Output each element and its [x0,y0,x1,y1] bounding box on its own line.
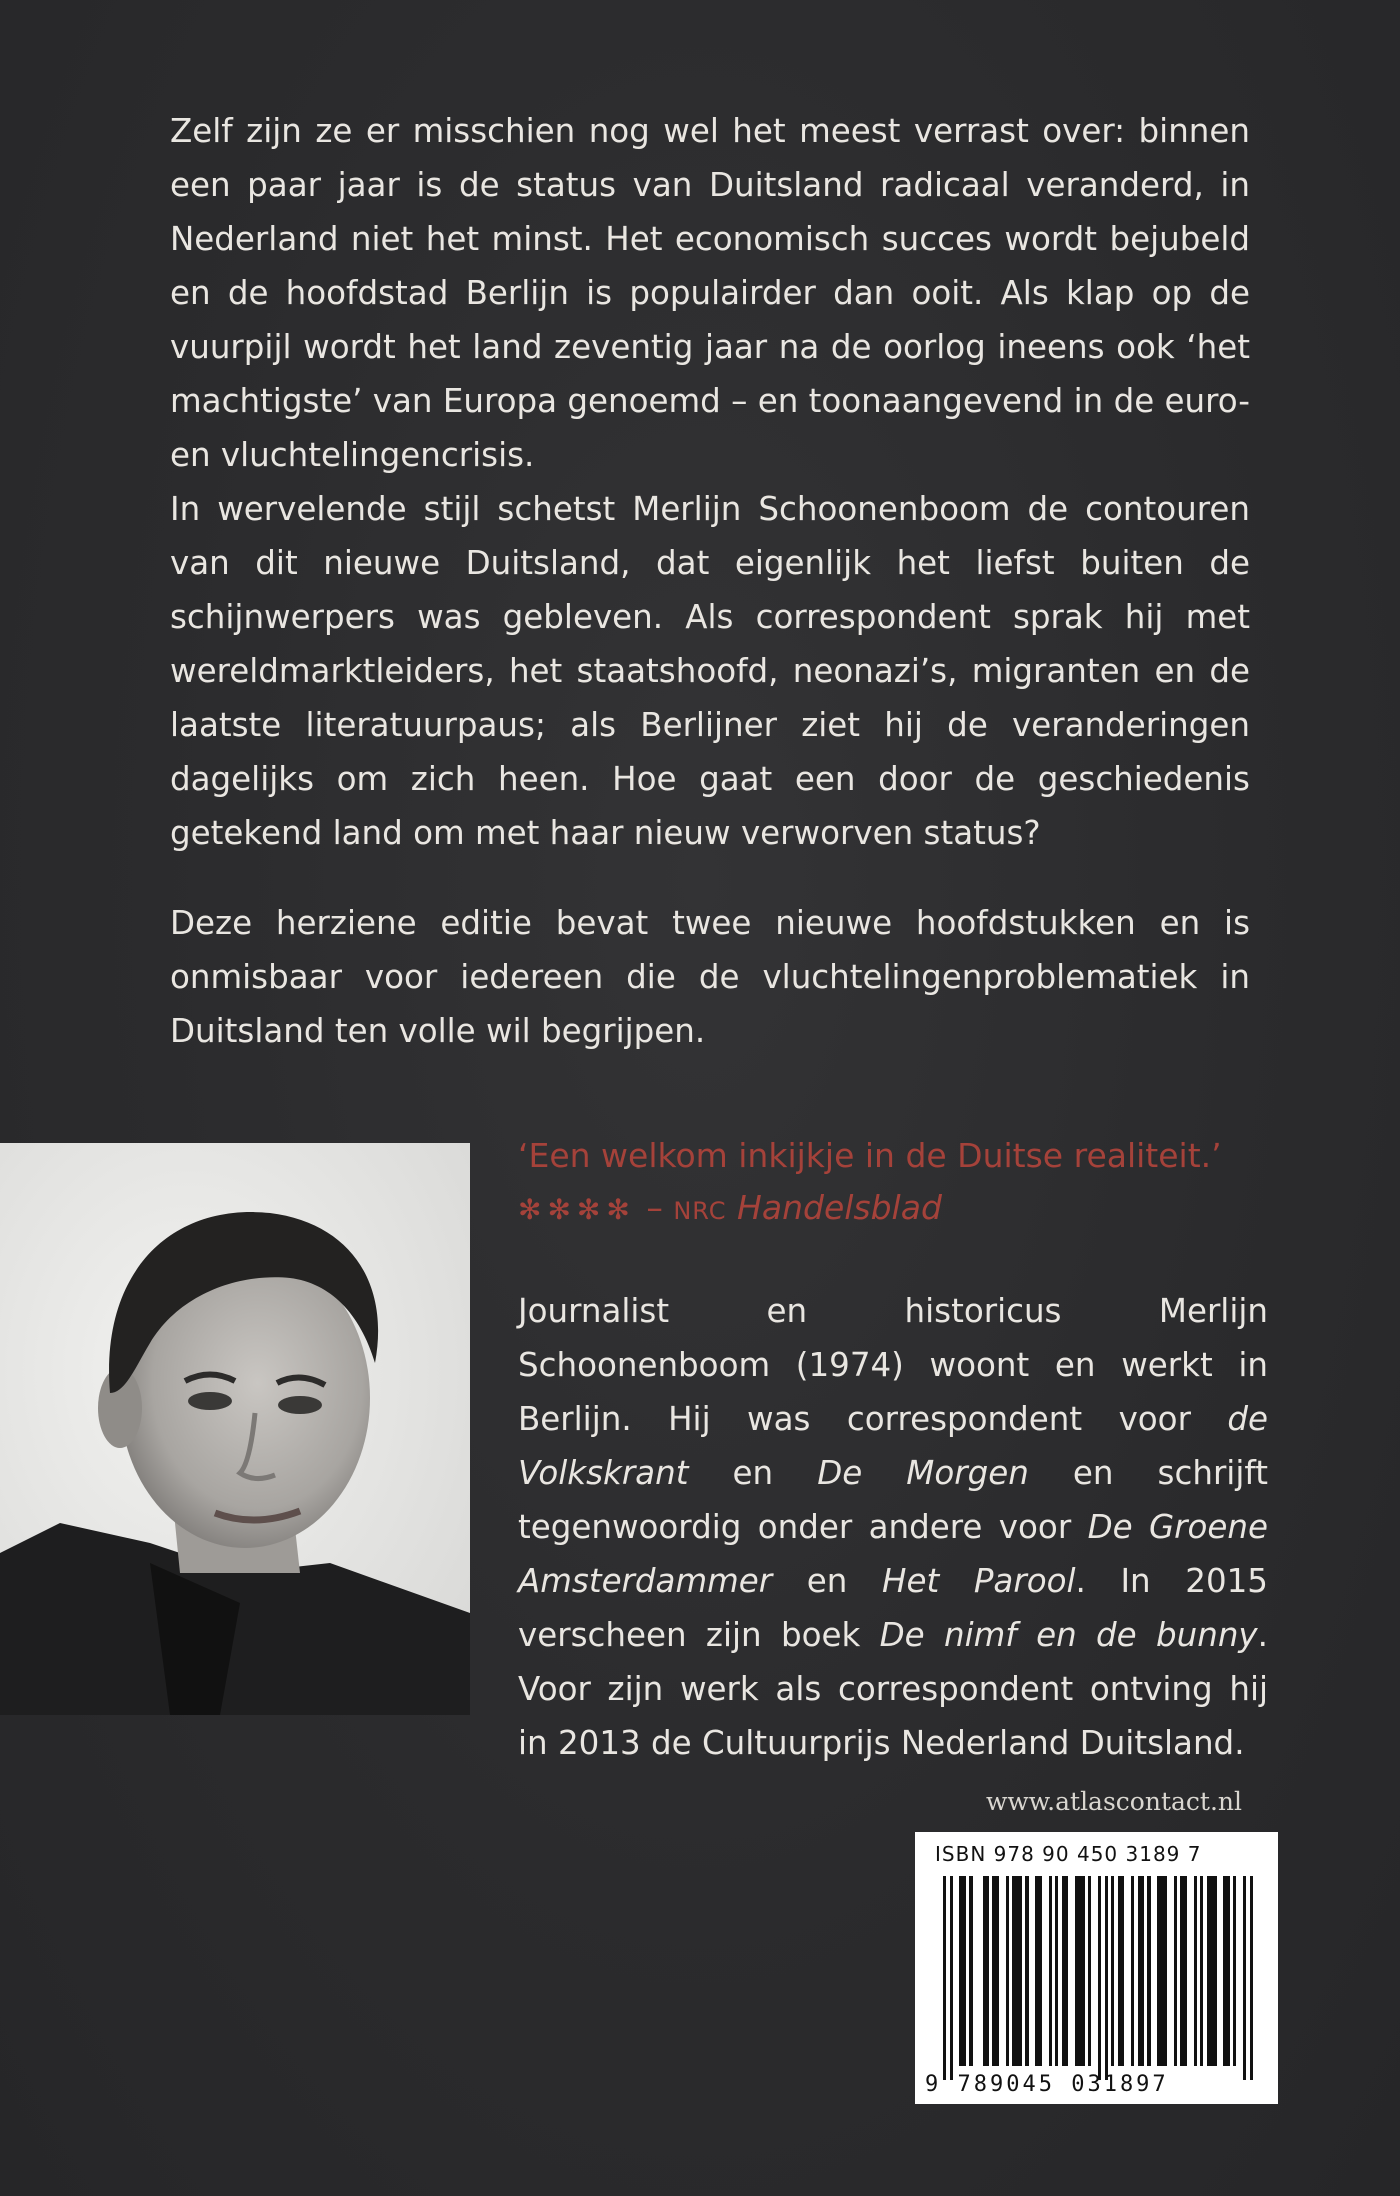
bio-text: en schrijft tegenwoordig onder andere voor [518,1454,1268,1546]
review-quote [518,1130,1278,1237]
quote-source [518,1182,1278,1237]
bio-publication: De Groene Amsterdammer [518,1508,1269,1600]
bio-text: Journalist en historicus Merlijn Schoonenboom (1974) woont en werkt in Berlijn. Hij was correspondent voor [518,1292,1268,1438]
isbn-label: ISBN 978 90 450 3189 7 [935,1842,1202,1866]
bio-publication: Het Parool [882,1562,1076,1600]
quote-text: ‘Een welkom inkijkje in de Duitse realiteit.’ [518,1136,1222,1175]
bio-publication: De Morgen [817,1454,1029,1492]
author-portrait-image [0,1143,470,1715]
barcode-bar [1250,1876,1253,2080]
barcode-digits: 9 789045 031897 [925,2072,1169,2097]
bio-text: . In 2015 verscheen zijn boek [518,1562,1268,1654]
bio-text: . Voor zijn werk als correspondent ontving hij in 2013 de Cultuurprijs Nederland Duitsland. [518,1616,1268,1762]
blurb-paragraph: Zelf zijn ze er misschien nog wel het meest verrast over: binnen een paar jaar is de status van Duitsland radicaal veranderd, in Nederland niet het minst. Het economisch succes wordt bejubeld en de hoofdstad Berlijn is populairder dan ooit. Als klap op de vuurpijl wordt het land zeventig jaar na de oorlog ineens ook ‘het machtigste’ van Europa genoemd – en toonaangevend in de euro- en vluchtelingencrisis. [170,112,1250,474]
barcode-bars [943,1876,1253,2066]
publisher-website: www.atlascontact.nl [985,1787,1242,1816]
quote-dash: – [646,1188,663,1227]
quote-source-prefix: NRC [673,1197,727,1225]
rating-stars: ✻✻✻✻ [518,1193,636,1226]
bio-book-title: De nimf en de bunny [879,1616,1258,1654]
blurb-paragraph: Deze herziene editie bevat twee nieuwe hoofdstukken en is onmisbaar voor iedereen die de vluchtelingenproblematiek in Duitsland ten volle wil begrijpen. [170,904,1250,1050]
author-bio-paragraph [518,1284,1268,1770]
author-bio [518,1284,1268,1770]
blurb-paragraph: In wervelende stijl schetst Merlijn Schoonenboom de contouren van dit nieuwe Duitsland, dat eigenlijk het liefst buiten de schijnwerpers was gebleven. Als correspondent sprak hij met wereldmarktleiders, het staatshoofd, neonazi’s, migranten en de laatste literatuurpaus; als Berlijner ziet hij de veranderingen dagelijks om zich heen. Hoe gaat een door de geschiedenis getekend land om met haar nieuw verworven status? [170,490,1250,852]
blurb-text [170,104,1250,1058]
quote-source-paper: Handelsblad [737,1188,942,1227]
bio-text: en [772,1562,883,1600]
author-photo [0,1143,470,1715]
bio-text: en [688,1454,818,1492]
isbn-barcode [915,1832,1278,2104]
bio-publication: de Volkskrant [518,1400,1268,1492]
